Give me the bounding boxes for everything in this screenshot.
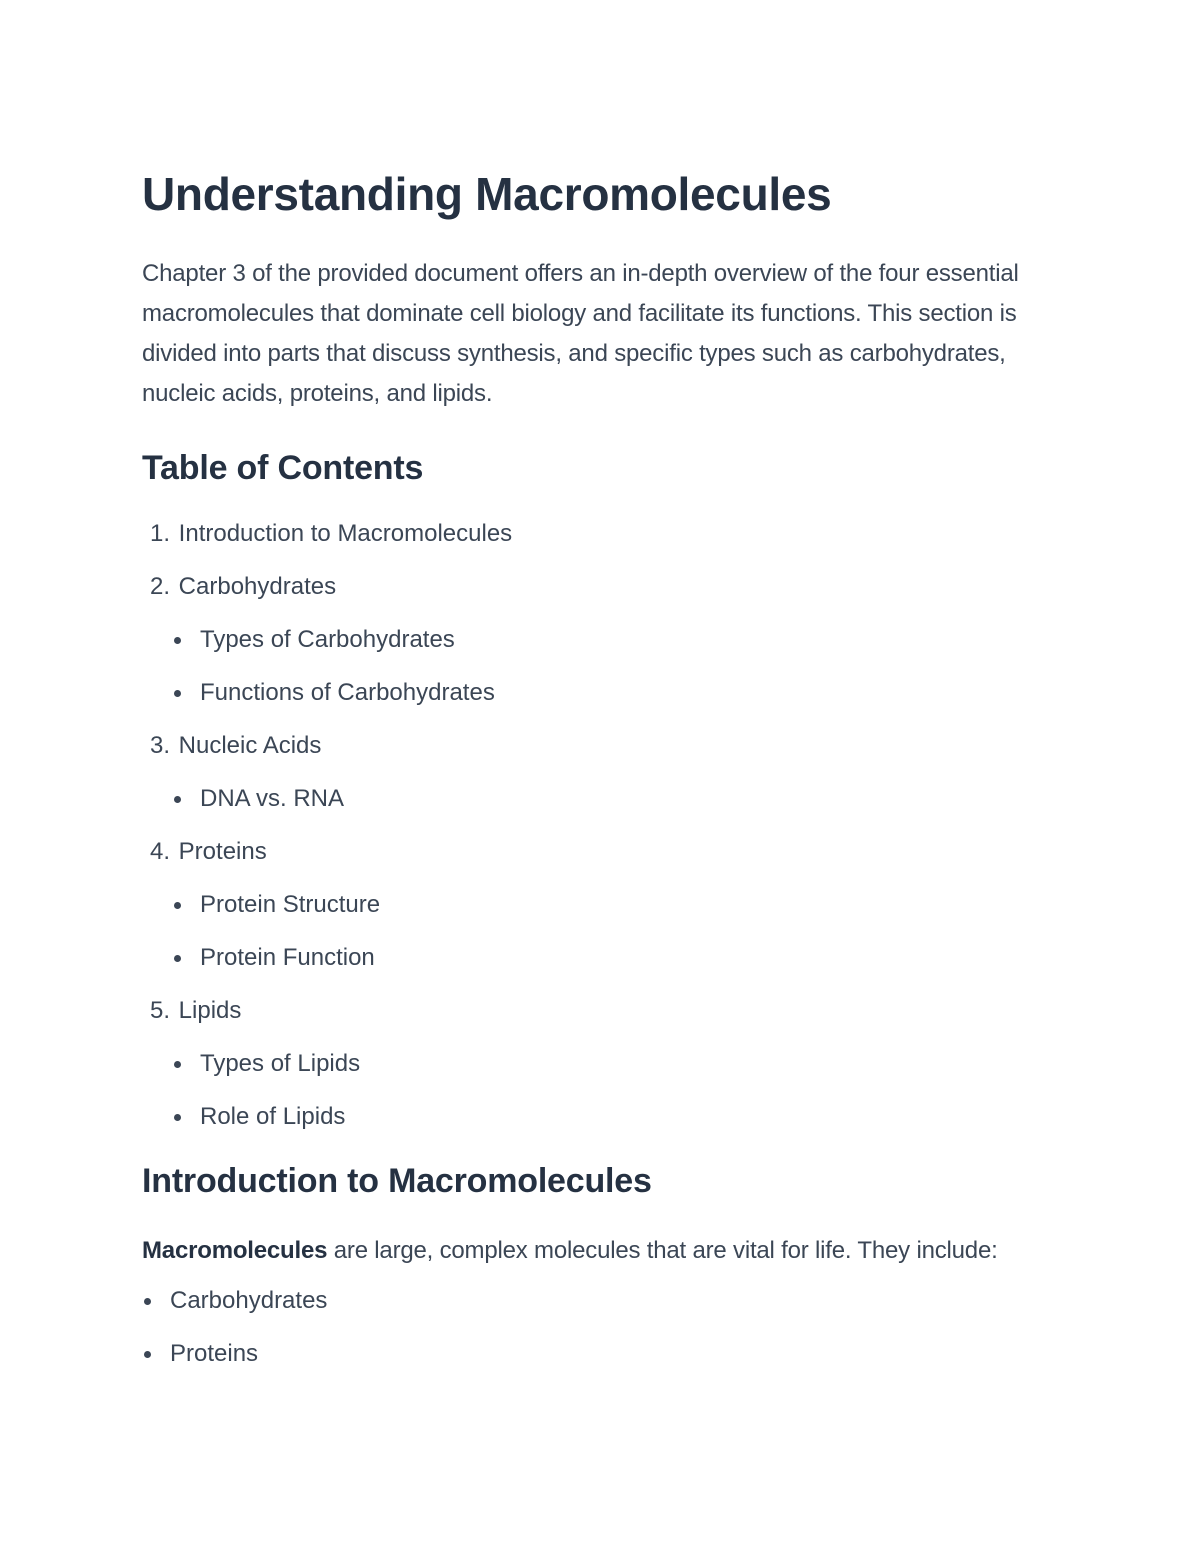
toc-item-number: 3.	[149, 732, 170, 759]
section-term: Macromolecules	[142, 1237, 328, 1264]
toc-item-label: Introduction to Macromolecules	[178, 520, 513, 547]
toc-subitem	[172, 624, 1062, 656]
toc-subitem-label: Protein Structure	[200, 891, 381, 918]
toc-item-proteins	[142, 836, 1062, 974]
toc-heading: Table of Contents	[142, 449, 424, 487]
list-item-label: Carbohydrates	[170, 1287, 328, 1314]
toc-subitem-label: Types of Lipids	[200, 1050, 361, 1077]
bullet-dot-icon	[174, 690, 181, 697]
toc-item-number: 2.	[149, 573, 170, 600]
toc-item-carbohydrates	[142, 571, 1062, 709]
section-heading-introduction: Introduction to Macromolecules	[142, 1162, 652, 1200]
toc-subitem-label: Protein Function	[200, 944, 375, 971]
section-text: are large, complex molecules that are vital for life. They include:	[327, 1237, 998, 1264]
toc-item-label: Carbohydrates	[178, 573, 337, 600]
toc-item-label: Proteins	[178, 838, 267, 865]
toc-sublist	[142, 783, 1062, 815]
toc-subitem	[172, 1048, 1062, 1080]
page-title: Understanding Macromolecules	[142, 168, 832, 220]
toc-subitem	[172, 677, 1062, 709]
toc-item-number: 1.	[149, 520, 170, 547]
toc-subitem-label: Role of Lipids	[200, 1103, 346, 1130]
bullet-dot-icon	[174, 1114, 181, 1121]
toc-subitem	[172, 889, 1062, 921]
bullet-dot-icon	[174, 637, 181, 644]
document-content	[142, 164, 1062, 1391]
section-paragraph	[142, 1231, 1062, 1271]
intro-paragraph: Chapter 3 of the provided document offers an in-depth overview of the four essential macromolecules that dominate cell biology and facilitate its functions. This section is divided into parts that discuss synthesis, and specific types such as carbohydrates, nucleic acids, proteins, and lipids.	[142, 260, 1019, 407]
toc-item-label: Lipids	[178, 997, 242, 1024]
bullet-dot-icon	[174, 902, 181, 909]
toc-subitem	[172, 1101, 1062, 1133]
toc-item-nucleic-acids	[142, 730, 1062, 815]
bullet-dot-icon	[174, 796, 181, 803]
toc-sublist	[142, 624, 1062, 709]
bullet-dot-icon	[144, 1351, 151, 1358]
list-item	[142, 1338, 1062, 1370]
bullet-dot-icon	[174, 1061, 181, 1068]
toc-item-label: Nucleic Acids	[178, 732, 322, 759]
list-item	[142, 1285, 1062, 1317]
toc-subitem	[172, 942, 1062, 974]
toc-subitem	[172, 783, 1062, 815]
toc-item-introduction	[142, 518, 1062, 550]
toc-sublist	[142, 889, 1062, 974]
table-of-contents	[142, 518, 1062, 1133]
toc-subitem-label: Functions of Carbohydrates	[200, 679, 495, 706]
list-item-label: Proteins	[170, 1340, 259, 1367]
section-bullet-list	[142, 1285, 1062, 1370]
toc-item-number: 5.	[149, 997, 170, 1024]
toc-sublist	[142, 1048, 1062, 1133]
bullet-dot-icon	[144, 1298, 151, 1305]
toc-subitem-label: Types of Carbohydrates	[200, 626, 455, 653]
toc-item-number: 4.	[149, 838, 170, 865]
bullet-dot-icon	[174, 955, 181, 962]
toc-item-lipids	[142, 995, 1062, 1133]
toc-subitem-label: DNA vs. RNA	[200, 785, 345, 812]
